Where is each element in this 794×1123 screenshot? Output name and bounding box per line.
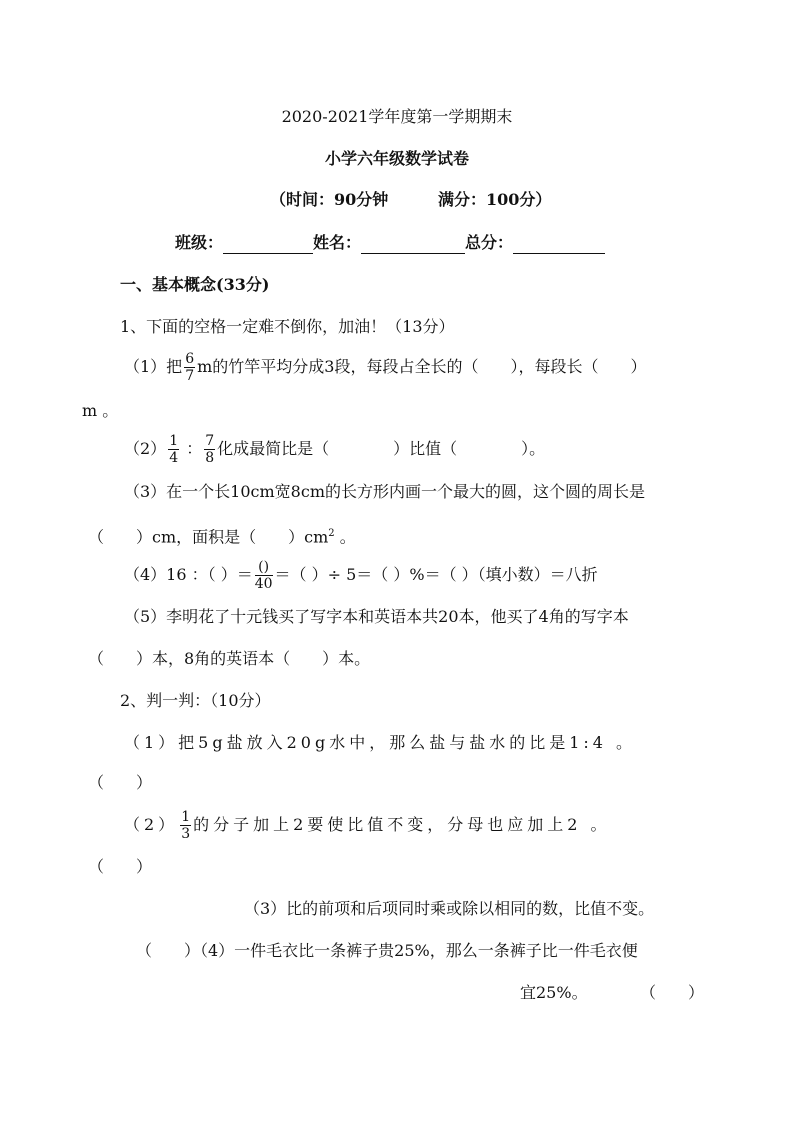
total-label: 总分：: [465, 233, 514, 252]
squared-sup: 2: [328, 528, 335, 539]
frac-den: 40: [254, 576, 273, 592]
judge-2: [124, 810, 611, 840]
q1-1-prefix: （1）把: [124, 357, 183, 376]
frac-num: (): [255, 560, 273, 576]
q1-2: [124, 434, 545, 464]
judge-2-prefix: （2）: [124, 815, 179, 834]
frac-num: 6: [185, 351, 195, 367]
judge-4-line2: 宜25%。: [520, 983, 588, 1002]
q1-title: 1、下面的空格一定难不倒你，加油！（13分）: [120, 317, 455, 336]
q1-2-prefix: （2）: [124, 439, 167, 458]
score-info: 满分：100分）: [438, 190, 552, 209]
q1-5-line2: （ ）本，8角的英语本（ ）本。: [88, 649, 371, 668]
total-blank[interactable]: [513, 235, 605, 254]
judge-2-paren: （ ）: [88, 857, 153, 876]
q1-5-line1: （5）李明花了十元钱买了写字本和英语本共20本，他买了4角的写字本: [124, 607, 629, 626]
frac-den: 4: [169, 450, 179, 466]
q1-3-end: 。: [334, 527, 356, 547]
info-fields: [175, 232, 605, 254]
fraction-1-3: [180, 810, 191, 841]
frac-den: 3: [181, 826, 191, 842]
judge-3: （3）比的前项和后项同时乘或除以相同的数，比值不变。: [244, 899, 655, 918]
class-blank[interactable]: [223, 235, 313, 254]
ratio-sep: ：: [186, 439, 203, 458]
q1-3-line2: [88, 523, 356, 548]
q1-2-text: 化成最简比是（ ）比值（ ）。: [217, 439, 546, 458]
section1-heading: 一、基本概念(33分): [120, 275, 270, 294]
judge-4-line1: （ ）（4）一件毛衣比一条裤子贵25%，那么一条裤子比一件毛衣便: [136, 941, 638, 960]
frac-den: 7: [185, 368, 195, 384]
time-info: （时间：90分钟: [270, 190, 389, 209]
fraction-blank-40: [255, 560, 273, 591]
section2-heading: 2、判一判：（10分）: [120, 691, 271, 710]
q1-3-text: （ ）cm，面积是（ ）cm: [88, 527, 329, 547]
exam-title: 2020-2021学年度第一学期期末: [281, 107, 513, 126]
class-label: 班级：: [175, 233, 224, 252]
judge-1: （1）把5g盐放入20g水中，那么盐与盐水的比是1:4 。: [124, 733, 637, 752]
q1-1: [124, 352, 646, 382]
q1-1-text: m的竹竿平均分成3段，每段占全长的（ ），每段长（ ）: [197, 357, 647, 376]
name-label: 姓名：: [313, 233, 362, 252]
frac-num: 7: [205, 433, 215, 449]
fraction-7-8: [204, 434, 215, 465]
frac-num: 1: [181, 809, 191, 825]
q1-4-text: ＝（ ）÷ 5＝（ ）%＝（ ）（填小数）＝八折: [274, 565, 598, 584]
judge-2-text: 的分子加上2要使比值不变，分母也应加上2 。: [193, 815, 611, 834]
judge-1-paren: （ ）: [88, 773, 153, 792]
fraction-1-4: [168, 434, 179, 465]
fraction-6-7: [184, 352, 195, 383]
q1-3-line1: （3）在一个长10cm宽8cm的长方形内画一个最大的圆，这个圆的周长是: [124, 482, 645, 501]
name-blank[interactable]: [361, 235, 465, 254]
q1-1-cont: m 。: [82, 401, 119, 420]
q1-4-prefix: （4）16 ：（ ）＝: [124, 565, 253, 584]
frac-den: 8: [205, 450, 215, 466]
judge-4-paren: （ ）: [640, 983, 705, 1002]
frac-num: 1: [169, 433, 179, 449]
q1-4: [124, 560, 598, 594]
exam-subtitle: 小学六年级数学试卷: [324, 149, 469, 168]
